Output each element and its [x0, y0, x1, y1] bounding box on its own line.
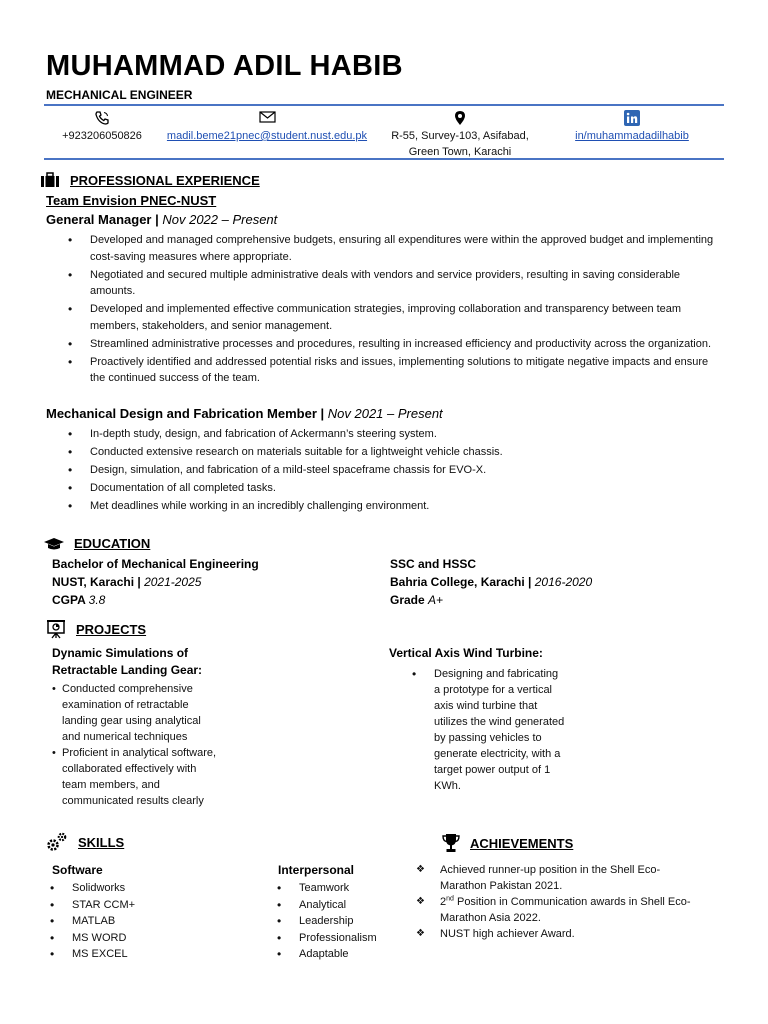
project-title-1-line2: Retractable Landing Gear:	[52, 663, 203, 677]
skills-software-list	[50, 880, 220, 963]
education-years-2: 2016-2020	[534, 575, 593, 589]
grade-2-label: Grade	[390, 593, 429, 607]
linkedin-link[interactable]: in/muhammadadilhabib	[575, 130, 689, 142]
presentation-board-icon	[46, 619, 66, 639]
list-item: • MS WORD	[50, 930, 220, 947]
bullet-dot: •	[412, 667, 417, 681]
skills-interpersonal-list	[277, 880, 427, 963]
list-item: • In-depth study, design, and fabrication of Ackermann’s steering system.	[46, 426, 726, 443]
job-title: MECHANICAL ENGINEER	[46, 88, 193, 102]
achievements-list	[416, 862, 706, 942]
header-divider-bottom	[44, 158, 724, 160]
list-item: • Proactively identified and addressed potential risks and issues, implementing solutions to mitigate negative impacts and ensure the continued success of the team.	[46, 354, 726, 387]
role-title-1-text: General Manager |	[46, 212, 163, 227]
education-years-1: 2021-2025	[144, 575, 202, 589]
education-heading	[44, 536, 150, 551]
role-1-bullets	[46, 232, 726, 388]
projects-heading-text: PROJECTS	[76, 621, 147, 637]
project-title-2: Vertical Axis Wind Turbine:	[389, 646, 543, 660]
list-item: • Leadership	[277, 913, 427, 930]
list-item: • Proficient in analytical software, collaborated effectively with team members, and communicated results clearly	[52, 745, 222, 809]
address-line-1: R-55, Survey-103, Asifabad,	[391, 130, 529, 142]
organization-name: Team Envision PNEC-NUST	[46, 193, 217, 208]
list-item: • MATLAB	[50, 913, 220, 930]
list-item: • Teamwork	[277, 880, 427, 897]
list-item: Designing and fabricating a prototype for a vertical axis wind turbine that utilizes the wind generated by passing vehicles to generate electricity, with a target power output of 1 KWh.	[434, 668, 565, 792]
list-item: • Met deadlines while working in an incredibly challenging environment.	[46, 498, 726, 515]
list-item	[416, 926, 706, 942]
projects-heading	[46, 619, 146, 639]
achievement-2-number: 2	[440, 896, 447, 908]
achievement-1-text: Achieved runner-up position in the Shell Eco-Marathon Pakistan 2021.	[440, 864, 661, 892]
grade-2-value: A+	[428, 593, 444, 607]
list-item: • Documentation of all completed tasks.	[46, 480, 726, 497]
project-title-1-line1: Dynamic Simulations of	[52, 646, 189, 660]
skills-software-title: Software	[52, 863, 103, 877]
education-heading-text: EDUCATION	[74, 536, 151, 551]
skills-heading-text: SKILLS	[78, 834, 125, 850]
achievement-3-text: NUST high achiever Award.	[440, 928, 575, 940]
skills-interpersonal-title: Interpersonal	[278, 863, 355, 877]
contact-linkedin	[556, 110, 708, 144]
project-1-bullets	[52, 681, 222, 809]
role-title-2	[46, 406, 443, 421]
experience-heading	[40, 172, 260, 188]
education-grade-1	[52, 593, 105, 607]
graduation-cap-icon	[44, 537, 64, 551]
phone-number[interactable]: +923206050826	[62, 130, 142, 142]
list-item: • Conducted extensive research on materials suitable for a lightweight vehicle chassis.	[46, 444, 726, 461]
header-divider-top	[44, 104, 724, 106]
list-item: • Adaptable	[277, 946, 427, 963]
list-item: • STAR CCM+	[50, 897, 220, 914]
contact-phone	[52, 110, 152, 144]
contact-address	[380, 110, 540, 160]
email-link[interactable]: madil.beme21pnec@student.nust.edu.pk	[166, 130, 368, 142]
achievement-2-superscript: nd	[446, 895, 454, 903]
trophy-icon	[442, 833, 460, 853]
list-item: • MS EXCEL	[50, 946, 220, 963]
grade-1-value: 3.8	[88, 593, 106, 607]
project-2-bullet	[412, 666, 566, 794]
education-grade-2	[390, 593, 443, 607]
role-2-bullets	[46, 426, 726, 516]
experience-heading-text: PROFESSIONAL EXPERIENCE	[70, 172, 260, 188]
education-degree-2: SSC and HSSC	[390, 557, 477, 571]
location-pin-icon	[380, 110, 540, 126]
list-item	[416, 862, 706, 894]
achievements-heading	[442, 833, 573, 853]
list-item: • Developed and managed comprehensive budgets, ensuring all expenditures were within the approved budget and implementing cost-saving measures where appropriate.	[46, 232, 726, 265]
achievements-heading-text: ACHIEVEMENTS	[470, 835, 574, 851]
list-item: • Negotiated and secured multiple administrative deals with vendors and service providers, resulting in saving considerable amounts.	[46, 267, 726, 300]
skills-heading	[46, 831, 124, 853]
list-item: • Solidworks	[50, 880, 220, 897]
education-degree-1: Bachelor of Mechanical Engineering	[52, 557, 259, 571]
address-line-2: Green Town, Karachi	[408, 146, 512, 158]
role-date-1: Nov 2022 – Present	[162, 212, 278, 227]
education-institution-1	[52, 575, 201, 589]
project-title-1	[52, 645, 202, 679]
list-item: • Design, simulation, and fabrication of a mild-steel spaceframe chassis for EVO-X.	[46, 462, 726, 479]
phone-icon	[52, 110, 152, 126]
grade-1-label: CGPA	[52, 593, 89, 607]
list-item: • Conducted comprehensive examination of retractable landing gear using analytical and numerical techniques	[52, 681, 222, 745]
candidate-name: MUHAMMAD ADIL HABIB	[46, 50, 403, 82]
role-title-1	[46, 212, 277, 227]
email-icon	[156, 110, 378, 126]
institution-1-text: NUST, Karachi |	[52, 575, 145, 589]
linkedin-icon	[556, 110, 708, 126]
list-item: • Professionalism	[277, 930, 427, 947]
gears-icon	[46, 831, 68, 853]
role-title-2-text: Mechanical Design and Fabrication Member |	[46, 406, 328, 421]
list-item: • Streamlined administrative processes and procedures, resulting in increased efficiency and productivity across the organization.	[46, 336, 726, 353]
education-institution-2	[390, 575, 592, 589]
list-item: • Developed and implemented effective communication strategies, improving collaboration and transparency between team members, stakeholders, and senior management.	[46, 301, 726, 334]
institution-2-text: Bahria College, Karachi |	[390, 575, 535, 589]
contact-email	[156, 110, 378, 144]
list-item: • Analytical	[277, 897, 427, 914]
list-item	[416, 894, 706, 926]
achievement-2-text: Position in Communication awards in Shell Eco-Marathon Asia 2022.	[440, 896, 691, 924]
briefcase-icon	[40, 172, 60, 188]
role-date-2: Nov 2021 – Present	[327, 406, 443, 421]
